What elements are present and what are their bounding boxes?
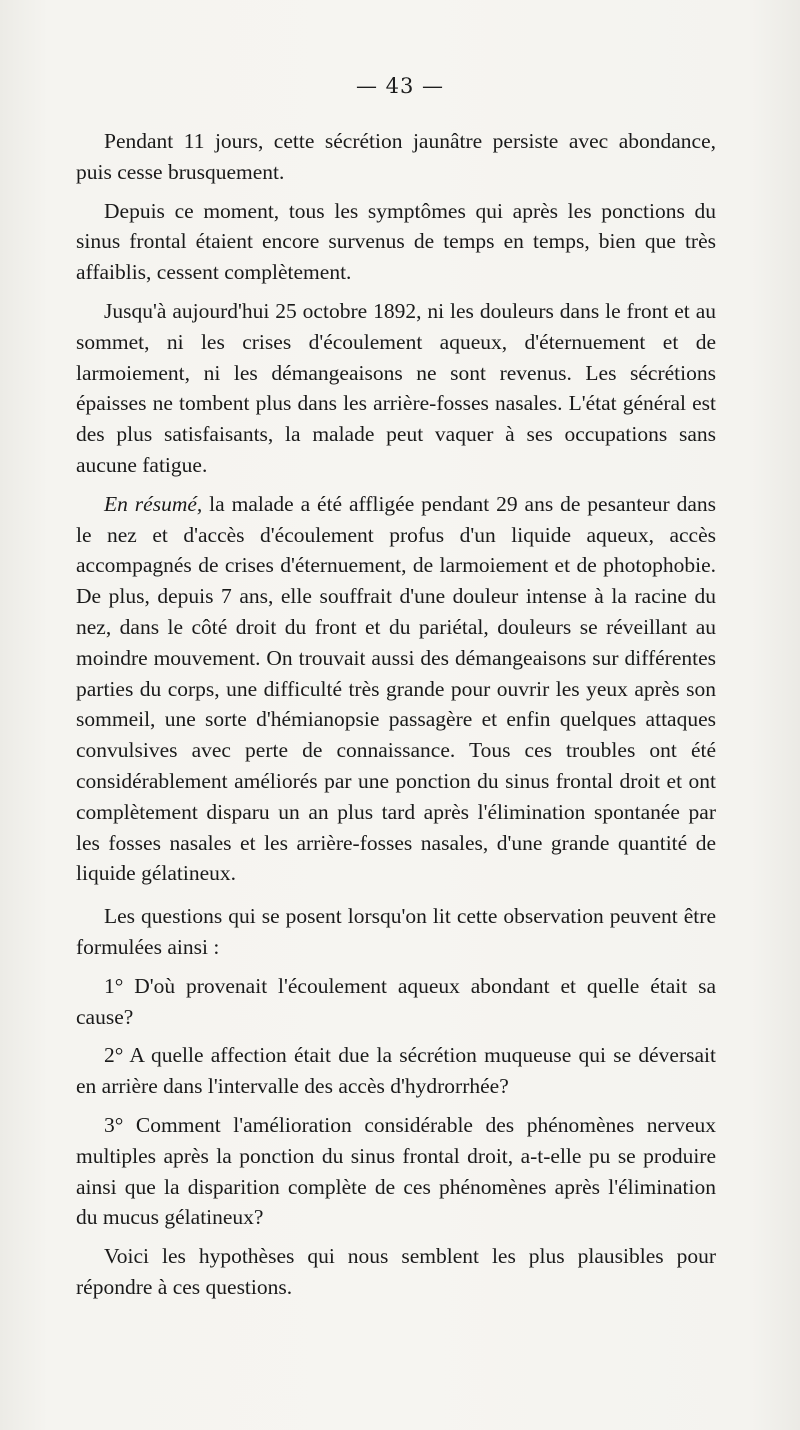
question-3: 3° Comment l'amélioration considérable des phénomènes nerveux multiples après la ponction du sinus frontal droit, a-t-elle pu se produire ainsi que la disparition complète de ces phénomènes après l'élimination du mucus gélatineux? [76, 1112, 716, 1230]
paragraph-summary [76, 489, 716, 889]
summary-text: la malade a été affligée pendant 29 ans de pesanteur dans le nez et d'accès d'écoulement profus d'un liquide aqueux, accès accompagnés de crises d'éternuement, de larmoiement et de photophobie. De plus, depuis 7 ans, elle souffrait d'une douleur intense à la racine du nez, dans le côté droit du front et du pariétal, douleurs se réveillant au moindre mouvement. On trouvait aussi des démangeaisons sur différentes parties du corps, une difficulté très grande pour ouvrir les yeux après son sommeil, une sorte d'hémianopsie passagère et enfin quelques attaques convulsives avec perte de connaissance. Tous ces troubles ont été considérablement améliorés par une ponction du sinus frontal droit et ont complètement disparu un an plus tard après l'élimination spontanée par les fosses nasales et les arrière-fosses nasales, d'une grande quantité de liquide gélatineux. [76, 491, 716, 886]
body-text [76, 126, 716, 1303]
paragraph: Pendant 11 jours, cette sécrétion jaunâtre persiste avec abondance, puis cesse brusquement. [76, 129, 716, 184]
summary-lead: En résumé, [104, 491, 203, 516]
paragraph: Les questions qui se posent lorsqu'on lit cette observation peuvent être formulées ainsi : [76, 904, 716, 959]
paragraph-conclusion: Voici les hypothèses qui nous semblent les plus plausibles pour répondre à ces questions. [76, 1244, 716, 1299]
paragraph: Jusqu'à aujourd'hui 25 octobre 1892, ni les douleurs dans le front et au sommet, ni les crises d'écoulement aqueux, d'éternuement et de larmoiement, ni les démangeaisons ne sont revenus. Les sécrétions épaisses ne tombent plus dans les arrière-fosses nasales. L'état général est des plus satisfaisants, la malade peut vaquer à ses occupations sans aucune fatigue. [76, 298, 716, 477]
page-number: — 43 — [355, 74, 445, 98]
question-1: 1° D'où provenait l'écoulement aqueux abondant et quelle était sa cause? [76, 973, 716, 1029]
paragraph: Depuis ce moment, tous les symptômes qui après les ponctions du sinus frontal étaient encore survenus de temps en temps, bien que très affaiblis, cessent complètement. [76, 198, 716, 285]
question-2: 2° A quelle affection était due la sécrétion muqueuse qui se déversait en arrière dans l'intervalle des accès d'hydrorrhée? [76, 1043, 716, 1099]
